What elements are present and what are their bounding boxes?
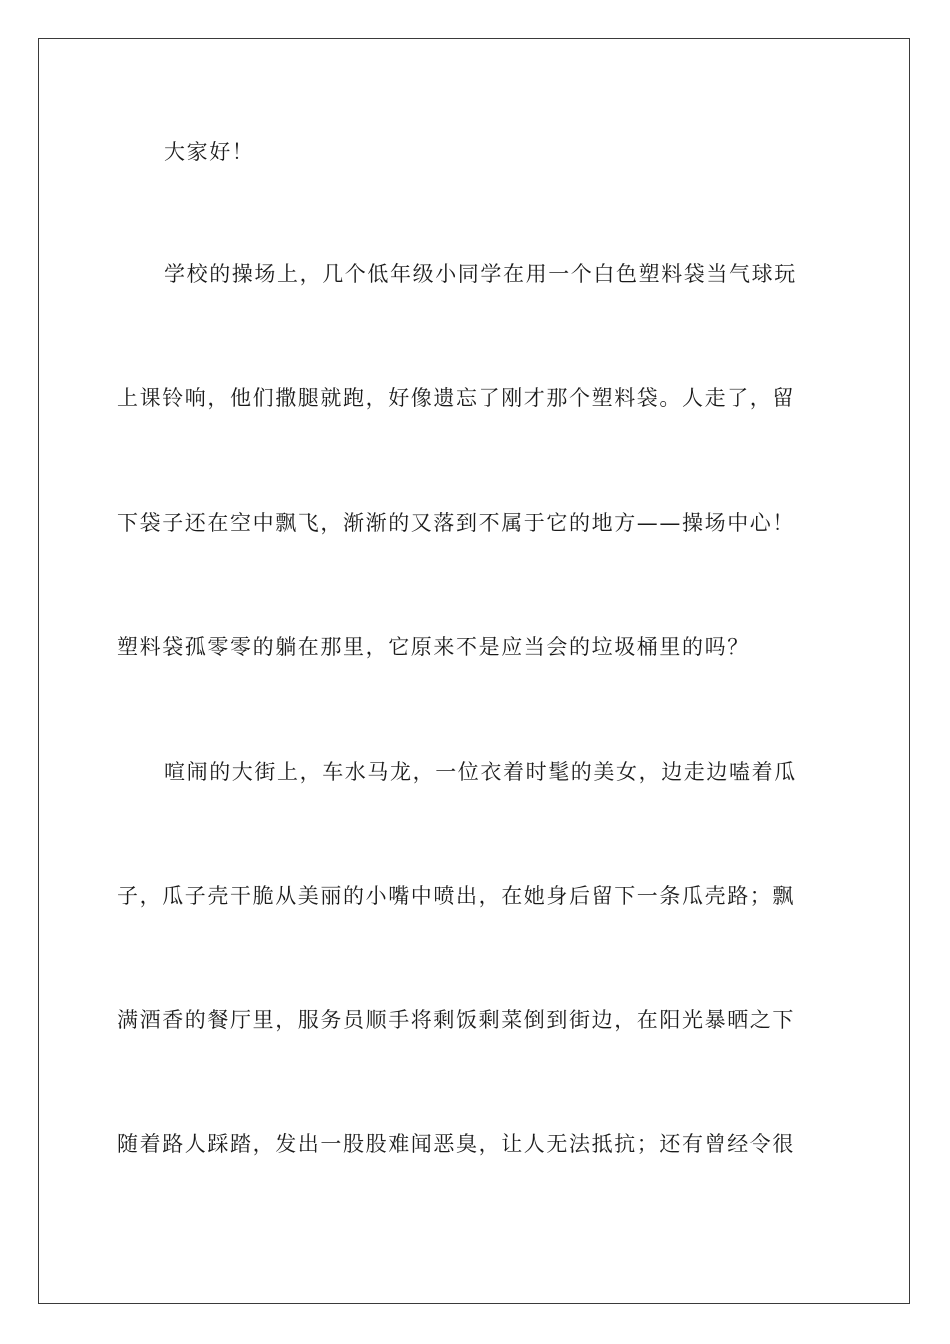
paragraph-line: 随着路人踩踏，发出一股股难闻恶臭，让人无法抵抗；还有曾经令很 <box>117 1132 795 1156</box>
paragraph-line: 学校的操场上，几个低年级小同学在用一个白色塑料袋当气球玩 <box>164 262 797 286</box>
paragraph-line: 满酒香的餐厅里，服务员顺手将剩饭剩菜倒到街边，在阳光暴晒之下 <box>117 1008 795 1032</box>
paragraph-line: 塑料袋孤零零的躺在那里，它原来不是应当会的垃圾桶里的吗？ <box>117 635 750 659</box>
paragraph-line: 下袋子还在空中飘飞，渐渐的又落到不属于它的地方——操场中心！ <box>117 511 795 535</box>
page-frame <box>38 38 910 1304</box>
paragraph-line: 上课铃响，他们撒腿就跑，好像遗忘了刚才那个塑料袋。人走了，留 <box>117 386 795 410</box>
paragraph-line: 子，瓜子壳干脆从美丽的小嘴中喷出，在她身后留下一条瓜壳路；飘 <box>117 884 795 908</box>
paragraph-line: 喧闹的大街上，车水马龙，一位衣着时髦的美女，边走边嗑着瓜 <box>164 760 797 784</box>
greeting-line: 大家好！ <box>164 140 255 164</box>
